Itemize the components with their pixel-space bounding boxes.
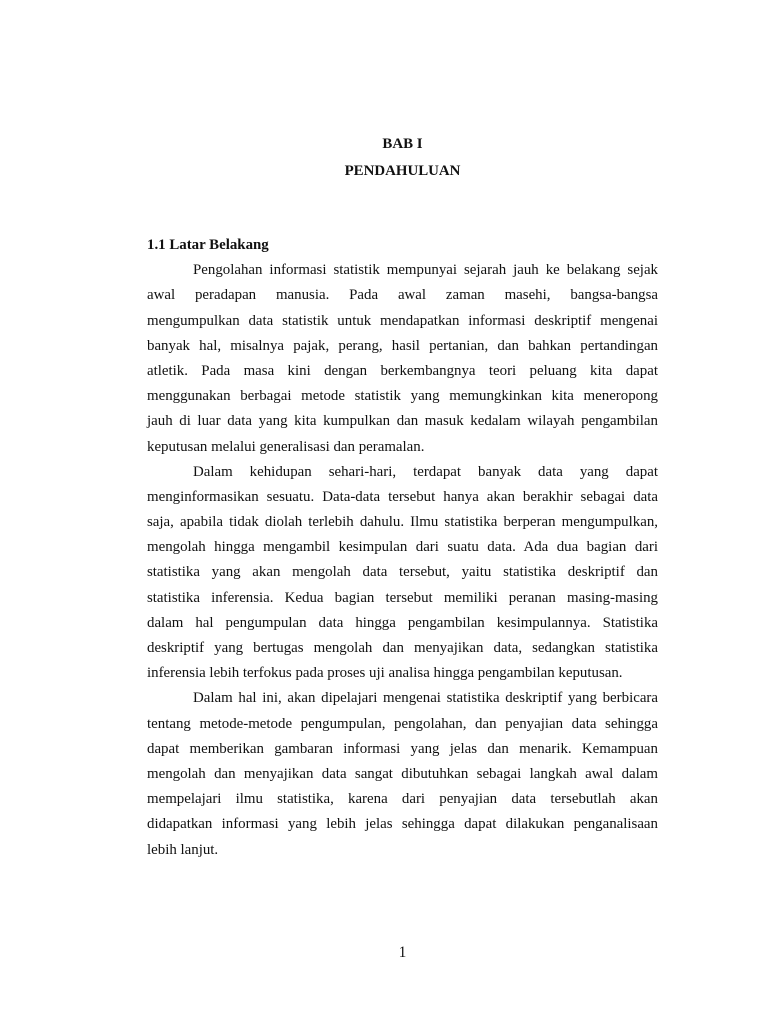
chapter-label: BAB I [382, 136, 423, 152]
paragraph-line: awal peradapan manusia. Pada awal zaman masehi, bangsa-bangsa [147, 287, 658, 304]
paragraph-line: inferensia lebih terfokus pada proses uji analisa hingga pengambilan keputusan. [147, 665, 623, 682]
paragraph-line: deskriptif yang bertugas mengolah dan menyajikan data, sedangkan statistika [147, 640, 658, 656]
paragraph-line: jauh di luar data yang kita kumpulkan dan masuk kedalam wilayah pengambilan [147, 413, 658, 430]
paragraph-line: menginformasikan sesuatu. Data-data tersebut hanya akan berakhir sebagai data [147, 488, 658, 505]
paragraph-line: Dalam hal ini, akan dipelajari mengenai statistika deskriptif yang berbicara [193, 690, 658, 707]
paragraph-line: keputusan melalui generalisasi dan peramalan. [147, 438, 425, 455]
paragraph-line: Pengolahan informasi statistik mempunyai sejarah jauh ke belakang sejak [193, 262, 658, 279]
paragraph-line: statistika yang akan mengolah data tersebut, yaitu statistika deskriptif dan [147, 564, 658, 581]
paragraph-line: atletik. Pada masa kini dengan berkembangnya teori peluang kita dapat [147, 362, 658, 379]
paragraph-line: lebih lanjut. [147, 841, 219, 858]
paragraph-line: mengolah hingga mengambil kesimpulan dari suatu data. Ada dua bagian dari [147, 539, 658, 556]
paragraph-line: Dalam kehidupan sehari-hari, terdapat banyak data yang dapat [193, 463, 658, 480]
chapter-title: PENDAHULUAN [344, 163, 461, 179]
paragraph-line: mempelajari ilmu statistika, karena dari penyajian data tersebutlah akan [147, 791, 658, 808]
paragraph-line: menggunakan berbagai metode statistik yang memungkinkan kita meneropong [147, 388, 658, 405]
paragraph-line: statistika inferensia. Kedua bagian tersebut memiliki peranan masing-masing [147, 589, 658, 606]
chapter-title-block [147, 131, 658, 185]
section-heading: 1.1 Latar Belakang [147, 237, 269, 253]
paragraph-line: didapatkan informasi yang lebih jelas sehingga dapat dilakukan penganalisaan [147, 816, 658, 833]
paragraph-2 [147, 460, 658, 687]
paragraph-3 [147, 686, 658, 862]
paragraph-line: mengolah dan menyajikan data sangat dibutuhkan sebagai langkah awal dalam [147, 765, 658, 782]
paragraph-line: banyak hal, misalnya pajak, perang, hasil pertanian, dan bahkan pertandingan [147, 337, 658, 354]
paragraph-line: mengumpulkan data statistik untuk mendapatkan informasi deskriptif mengenai [147, 312, 658, 329]
paragraph-line: saja, apabila tidak diolah terlebih dahulu. Ilmu statistika berperan mengumpulkan, [147, 514, 658, 531]
document-body [147, 233, 658, 863]
paragraph-line: dalam hal pengumpulan data hingga pengambilan kesimpulannya. Statistika [147, 614, 658, 631]
page-number: 1 [398, 944, 407, 961]
paragraph-1 [147, 258, 658, 460]
paragraph-line: tentang metode-metode pengumpulan, pengolahan, dan penyajian data sehingga [147, 715, 658, 732]
paragraph-line: dapat memberikan gambaran informasi yang jelas dan menarik. Kemampuan [147, 740, 658, 757]
